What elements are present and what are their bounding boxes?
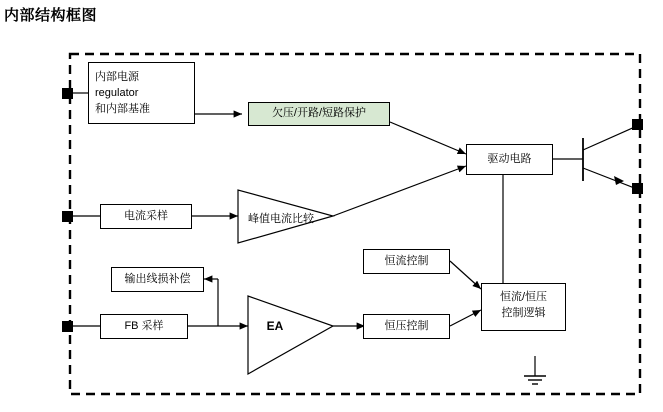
pin-left-1 [62,88,73,99]
label-ea: EA [266,319,284,333]
block-internal-power-regulator-line1: 内部电源 [95,71,139,83]
block-cc-cv-control-logic-line1: 恒流/恒压 [499,291,548,303]
block-internal-power-regulator-line3: 和内部基准 [95,102,150,115]
block-constant-voltage-control: 恒压控制 [363,314,450,339]
block-fb-sample: FB 采样 [100,314,188,339]
block-cc-cv-control-logic-line2: 控制逻辑 [501,306,546,319]
block-driver-circuit: 驱动电路 [466,144,553,175]
pin-right-2 [632,183,643,194]
block-cc-cv-control-logic [481,283,566,331]
pin-left-2 [62,211,73,222]
block-protection: 欠压/开路/短路保护 [248,102,390,126]
label-peak-current-comparator: 峰值电流比较 [248,213,314,225]
block-internal-power-regulator-line2: regulator [95,86,139,99]
block-internal-power-regulator [88,62,195,124]
page-title: 内部结构框图 [4,7,98,24]
pin-right-1 [632,119,643,130]
ea-amplifier-symbol [248,296,333,374]
block-current-sense: 电流采样 [100,204,192,229]
block-line-loss-compensation: 输出线损补偿 [111,267,204,292]
block-diagram [0,26,663,412]
pin-left-3 [62,321,73,332]
block-constant-current-control: 恒流控制 [363,249,450,274]
